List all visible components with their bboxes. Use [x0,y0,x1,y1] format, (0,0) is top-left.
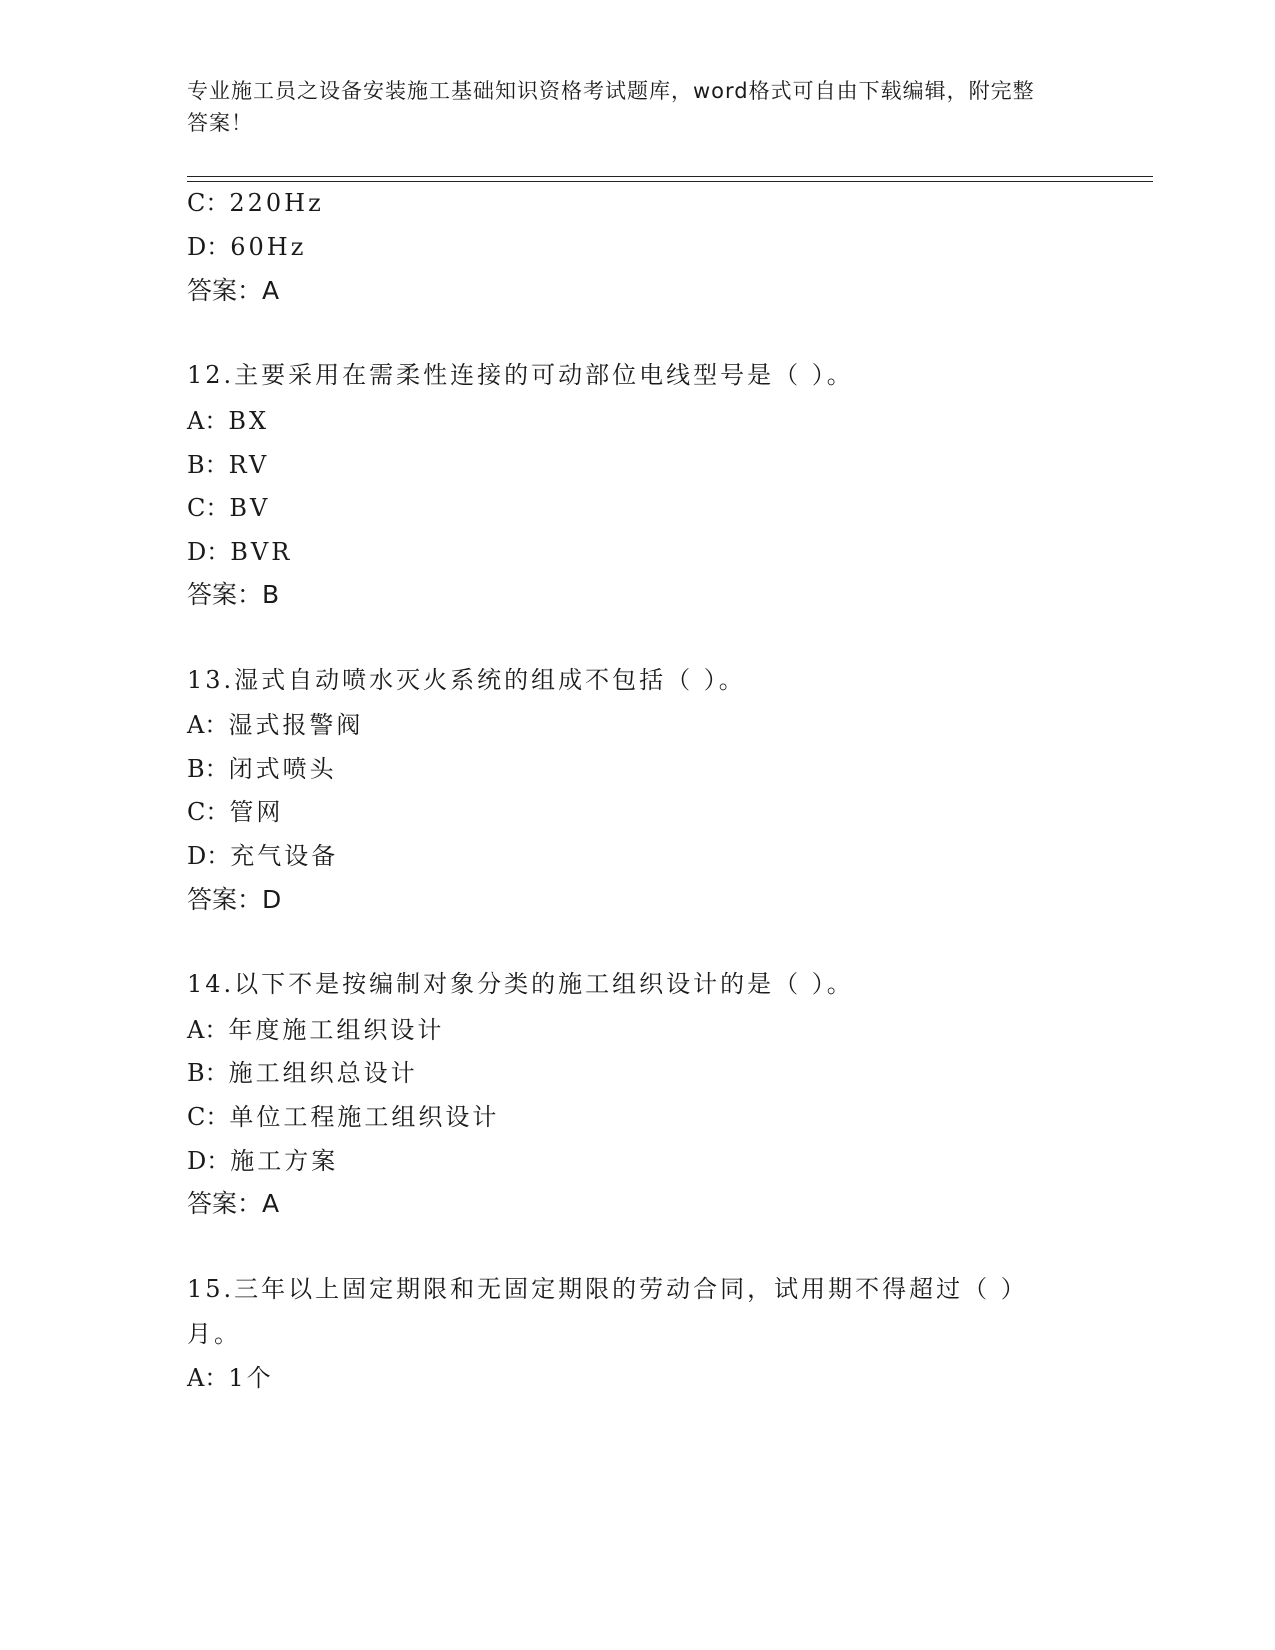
option-c [187,1102,499,1132]
option-label: B： [187,451,229,479]
option-label: D： [187,538,231,566]
option-label: A： [187,1016,229,1044]
option-text: 闭式喷头 [228,755,337,783]
option-text: 年度施工组织设计 [228,1016,445,1044]
option-label: D： [187,233,231,261]
option-c [187,797,283,827]
option-label: A： [187,407,229,435]
option-label: C： [187,1103,230,1131]
question-stem: 13.湿式自动喷水灭火系统的组成不包括（ ）。 [187,666,746,694]
answer-line: 答案：B [187,580,280,609]
option-text: 管网 [229,798,284,826]
option-text: 220Hz [229,189,324,217]
header-divider-bottom [187,181,1153,182]
option-b [187,1058,418,1088]
option-text: 60Hz [230,233,307,261]
option-text: 湿式报警阀 [228,711,364,739]
option-b [187,450,269,480]
option-label: B： [187,1059,229,1087]
option-text: 单位工程施工组织设计 [229,1103,500,1131]
option-text: 1个 [228,1364,274,1392]
question-stem: 15.三年以上固定期限和无固定期限的劳动合同，试用期不得超过（ ）月。 [187,1275,1028,1348]
option-c [187,493,270,523]
question-stem: 14.以下不是按编制对象分类的施工组织设计的是（ ）。 [187,970,854,998]
option-text: 施工组织总设计 [228,1059,418,1087]
option-text: RV [228,451,270,479]
option-label: A： [187,711,229,739]
option-d [187,1146,338,1176]
option-d [187,841,338,871]
answer-line: 答案：A [187,276,280,305]
option-a [187,710,363,740]
option-d [187,232,306,262]
option-a [187,406,269,436]
option-d [187,537,292,567]
option-label: D： [187,1147,231,1175]
option-label: C： [187,494,230,522]
option-label: A： [187,1364,229,1392]
option-text: 充气设备 [230,842,339,870]
answer-line: 答案：A [187,1189,280,1218]
option-a [187,1363,274,1393]
option-c [187,188,324,218]
option-text: 施工方案 [230,1147,339,1175]
option-label: C： [187,798,230,826]
question-stem: 12.主要采用在需柔性连接的可动部位电线型号是（ ）。 [187,361,854,389]
option-label: B： [187,755,229,783]
option-label: D： [187,842,231,870]
option-text: BV [229,494,271,522]
option-text: BVR [230,538,293,566]
option-text: BX [228,407,270,435]
document-header: 专业施工员之设备安装施工基础知识资格考试题库，word格式可自由下载编辑，附完整答案！ [187,79,1035,135]
option-a [187,1015,444,1045]
option-b [187,754,337,784]
header-divider-top [187,176,1153,177]
answer-line: 答案：D [187,885,282,914]
option-label: C： [187,189,230,217]
